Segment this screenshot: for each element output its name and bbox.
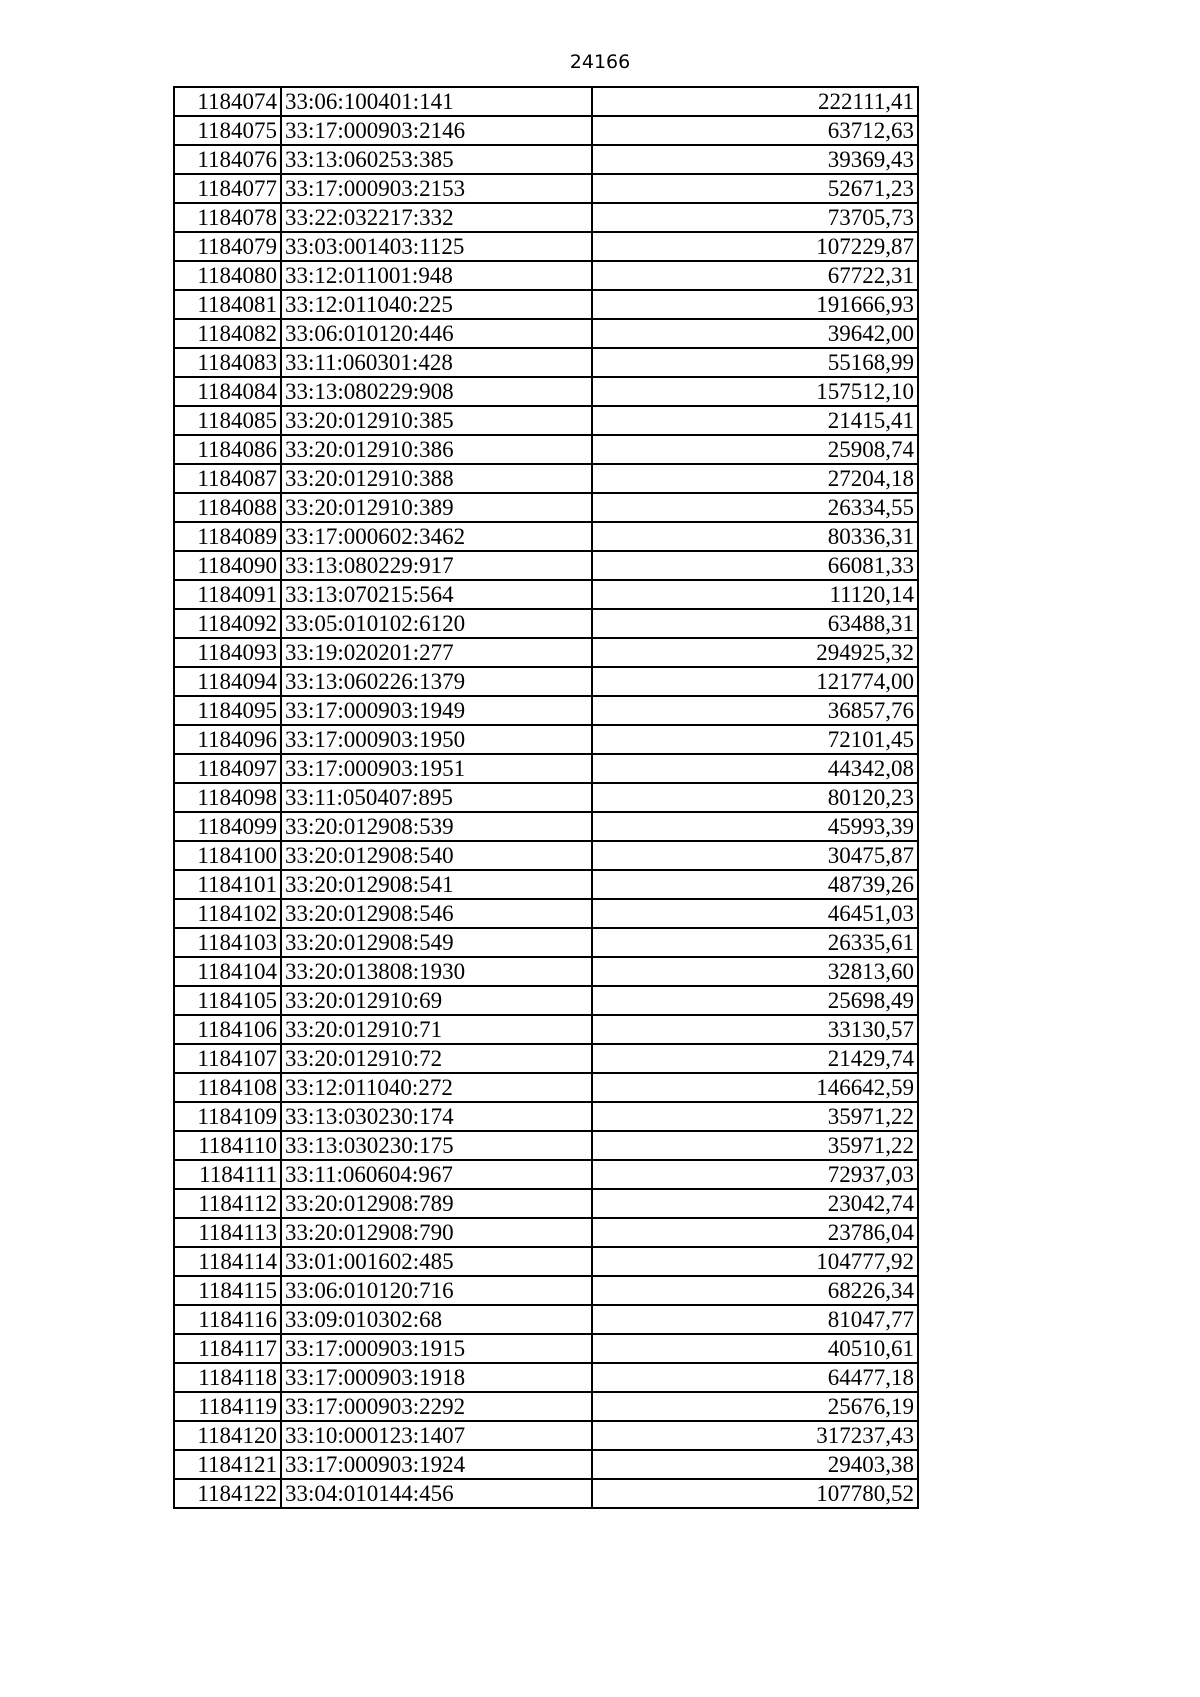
row-id-cell: 1184111 bbox=[174, 1160, 281, 1189]
row-id-cell: 1184119 bbox=[174, 1392, 281, 1421]
cadastral-number-cell: 33:06:010120:716 bbox=[281, 1276, 592, 1305]
row-id-cell: 1184079 bbox=[174, 232, 281, 261]
row-id-cell: 1184095 bbox=[174, 696, 281, 725]
row-id-cell: 1184105 bbox=[174, 986, 281, 1015]
table-row bbox=[174, 609, 918, 638]
table-row bbox=[174, 899, 918, 928]
table-row bbox=[174, 174, 918, 203]
row-id-cell: 1184121 bbox=[174, 1450, 281, 1479]
table-row bbox=[174, 1305, 918, 1334]
cadastral-number-cell: 33:17:000903:1915 bbox=[281, 1334, 592, 1363]
value-cell: 55168,99 bbox=[592, 348, 918, 377]
row-id-cell: 1184104 bbox=[174, 957, 281, 986]
value-cell: 46451,03 bbox=[592, 899, 918, 928]
table-row bbox=[174, 87, 918, 116]
cadastral-number-cell: 33:13:060253:385 bbox=[281, 145, 592, 174]
cadastral-number-cell: 33:20:012910:71 bbox=[281, 1015, 592, 1044]
row-id-cell: 1184122 bbox=[174, 1479, 281, 1508]
value-cell: 81047,77 bbox=[592, 1305, 918, 1334]
cadastral-number-cell: 33:13:080229:908 bbox=[281, 377, 592, 406]
value-cell: 21429,74 bbox=[592, 1044, 918, 1073]
row-id-cell: 1184082 bbox=[174, 319, 281, 348]
cadastral-number-cell: 33:12:011040:272 bbox=[281, 1073, 592, 1102]
table-row bbox=[174, 1247, 918, 1276]
value-cell: 63712,63 bbox=[592, 116, 918, 145]
value-cell: 64477,18 bbox=[592, 1363, 918, 1392]
row-id-cell: 1184097 bbox=[174, 754, 281, 783]
table-row bbox=[174, 870, 918, 899]
table-row bbox=[174, 261, 918, 290]
table-row bbox=[174, 1073, 918, 1102]
row-id-cell: 1184117 bbox=[174, 1334, 281, 1363]
value-cell: 33130,57 bbox=[592, 1015, 918, 1044]
cadastral-number-cell: 33:12:011001:948 bbox=[281, 261, 592, 290]
cadastral-number-cell: 33:13:070215:564 bbox=[281, 580, 592, 609]
value-cell: 35971,22 bbox=[592, 1102, 918, 1131]
table-row bbox=[174, 957, 918, 986]
cadastral-number-cell: 33:20:013808:1930 bbox=[281, 957, 592, 986]
cadastral-number-cell: 33:20:012910:72 bbox=[281, 1044, 592, 1073]
cadastral-number-cell: 33:20:012910:385 bbox=[281, 406, 592, 435]
cadastral-number-cell: 33:20:012910:388 bbox=[281, 464, 592, 493]
value-cell: 317237,43 bbox=[592, 1421, 918, 1450]
table-row bbox=[174, 812, 918, 841]
table-row bbox=[174, 986, 918, 1015]
row-id-cell: 1184100 bbox=[174, 841, 281, 870]
table-row bbox=[174, 1131, 918, 1160]
table-row bbox=[174, 1189, 918, 1218]
row-id-cell: 1184089 bbox=[174, 522, 281, 551]
cadastral-number-cell: 33:13:030230:175 bbox=[281, 1131, 592, 1160]
value-cell: 36857,76 bbox=[592, 696, 918, 725]
table-row bbox=[174, 522, 918, 551]
value-cell: 157512,10 bbox=[592, 377, 918, 406]
row-id-cell: 1184118 bbox=[174, 1363, 281, 1392]
table-row bbox=[174, 232, 918, 261]
cadastral-number-cell: 33:22:032217:332 bbox=[281, 203, 592, 232]
table-row bbox=[174, 1218, 918, 1247]
value-cell: 11120,14 bbox=[592, 580, 918, 609]
row-id-cell: 1184112 bbox=[174, 1189, 281, 1218]
cadastral-number-cell: 33:11:050407:895 bbox=[281, 783, 592, 812]
cadastral-number-cell: 33:19:020201:277 bbox=[281, 638, 592, 667]
table-row bbox=[174, 1276, 918, 1305]
value-cell: 23786,04 bbox=[592, 1218, 918, 1247]
table-row bbox=[174, 841, 918, 870]
row-id-cell: 1184077 bbox=[174, 174, 281, 203]
row-id-cell: 1184107 bbox=[174, 1044, 281, 1073]
table-row bbox=[174, 551, 918, 580]
cadastral-number-cell: 33:17:000903:2153 bbox=[281, 174, 592, 203]
value-cell: 66081,33 bbox=[592, 551, 918, 580]
cadastral-number-cell: 33:20:012910:69 bbox=[281, 986, 592, 1015]
row-id-cell: 1184085 bbox=[174, 406, 281, 435]
value-cell: 294925,32 bbox=[592, 638, 918, 667]
value-cell: 32813,60 bbox=[592, 957, 918, 986]
table-row bbox=[174, 377, 918, 406]
cadastral-number-cell: 33:05:010102:6120 bbox=[281, 609, 592, 638]
value-cell: 26335,61 bbox=[592, 928, 918, 957]
value-cell: 23042,74 bbox=[592, 1189, 918, 1218]
value-cell: 25698,49 bbox=[592, 986, 918, 1015]
table-row bbox=[174, 116, 918, 145]
row-id-cell: 1184096 bbox=[174, 725, 281, 754]
value-cell: 48739,26 bbox=[592, 870, 918, 899]
table-row bbox=[174, 1363, 918, 1392]
table-row bbox=[174, 1044, 918, 1073]
row-id-cell: 1184094 bbox=[174, 667, 281, 696]
table-row bbox=[174, 1392, 918, 1421]
value-cell: 222111,41 bbox=[592, 87, 918, 116]
value-cell: 40510,61 bbox=[592, 1334, 918, 1363]
cadastral-number-cell: 33:17:000903:1924 bbox=[281, 1450, 592, 1479]
cadastral-number-cell: 33:03:001403:1125 bbox=[281, 232, 592, 261]
cadastral-number-cell: 33:09:010302:68 bbox=[281, 1305, 592, 1334]
table-body bbox=[174, 87, 918, 1508]
table-row bbox=[174, 493, 918, 522]
cadastral-number-cell: 33:17:000903:1949 bbox=[281, 696, 592, 725]
row-id-cell: 1184114 bbox=[174, 1247, 281, 1276]
table-row bbox=[174, 1102, 918, 1131]
cadastral-number-cell: 33:20:012908:790 bbox=[281, 1218, 592, 1247]
cadastral-number-cell: 33:17:000903:1918 bbox=[281, 1363, 592, 1392]
cadastral-number-cell: 33:17:000602:3462 bbox=[281, 522, 592, 551]
row-id-cell: 1184102 bbox=[174, 899, 281, 928]
cadastral-number-cell: 33:13:060226:1379 bbox=[281, 667, 592, 696]
table-row bbox=[174, 203, 918, 232]
value-cell: 104777,92 bbox=[592, 1247, 918, 1276]
row-id-cell: 1184076 bbox=[174, 145, 281, 174]
table-row bbox=[174, 667, 918, 696]
table-row bbox=[174, 1015, 918, 1044]
table-row bbox=[174, 754, 918, 783]
cadastral-number-cell: 33:04:010144:456 bbox=[281, 1479, 592, 1508]
value-cell: 25676,19 bbox=[592, 1392, 918, 1421]
table-row bbox=[174, 464, 918, 493]
row-id-cell: 1184081 bbox=[174, 290, 281, 319]
value-cell: 45993,39 bbox=[592, 812, 918, 841]
cadastral-number-cell: 33:10:000123:1407 bbox=[281, 1421, 592, 1450]
value-cell: 80120,23 bbox=[592, 783, 918, 812]
value-cell: 68226,34 bbox=[592, 1276, 918, 1305]
row-id-cell: 1184113 bbox=[174, 1218, 281, 1247]
value-cell: 25908,74 bbox=[592, 435, 918, 464]
value-cell: 21415,41 bbox=[592, 406, 918, 435]
row-id-cell: 1184075 bbox=[174, 116, 281, 145]
value-cell: 121774,00 bbox=[592, 667, 918, 696]
row-id-cell: 1184120 bbox=[174, 1421, 281, 1450]
cadastral-number-cell: 33:11:060301:428 bbox=[281, 348, 592, 377]
row-id-cell: 1184108 bbox=[174, 1073, 281, 1102]
table-row bbox=[174, 1334, 918, 1363]
value-cell: 52671,23 bbox=[592, 174, 918, 203]
cadastral-value-table bbox=[173, 86, 919, 1509]
value-cell: 80336,31 bbox=[592, 522, 918, 551]
value-cell: 191666,93 bbox=[592, 290, 918, 319]
row-id-cell: 1184084 bbox=[174, 377, 281, 406]
cadastral-number-cell: 33:12:011040:225 bbox=[281, 290, 592, 319]
row-id-cell: 1184086 bbox=[174, 435, 281, 464]
table-row bbox=[174, 435, 918, 464]
cadastral-number-cell: 33:20:012908:541 bbox=[281, 870, 592, 899]
row-id-cell: 1184116 bbox=[174, 1305, 281, 1334]
table-row bbox=[174, 783, 918, 812]
value-cell: 39642,00 bbox=[592, 319, 918, 348]
table-row bbox=[174, 725, 918, 754]
table-row bbox=[174, 290, 918, 319]
table-row bbox=[174, 348, 918, 377]
value-cell: 35971,22 bbox=[592, 1131, 918, 1160]
value-cell: 72937,03 bbox=[592, 1160, 918, 1189]
cadastral-number-cell: 33:20:012908:546 bbox=[281, 899, 592, 928]
table-row bbox=[174, 928, 918, 957]
table-row bbox=[174, 406, 918, 435]
cadastral-number-cell: 33:17:000903:2292 bbox=[281, 1392, 592, 1421]
cadastral-number-cell: 33:17:000903:1950 bbox=[281, 725, 592, 754]
row-id-cell: 1184083 bbox=[174, 348, 281, 377]
value-cell: 107780,52 bbox=[592, 1479, 918, 1508]
cadastral-number-cell: 33:20:012908:540 bbox=[281, 841, 592, 870]
table-row bbox=[174, 1421, 918, 1450]
cadastral-number-cell: 33:06:010120:446 bbox=[281, 319, 592, 348]
value-cell: 29403,38 bbox=[592, 1450, 918, 1479]
table-row bbox=[174, 580, 918, 609]
table-row bbox=[174, 1479, 918, 1508]
row-id-cell: 1184106 bbox=[174, 1015, 281, 1044]
table-row bbox=[174, 319, 918, 348]
cadastral-number-cell: 33:11:060604:967 bbox=[281, 1160, 592, 1189]
row-id-cell: 1184092 bbox=[174, 609, 281, 638]
cadastral-number-cell: 33:20:012910:386 bbox=[281, 435, 592, 464]
cadastral-number-cell: 33:13:030230:174 bbox=[281, 1102, 592, 1131]
row-id-cell: 1184088 bbox=[174, 493, 281, 522]
row-id-cell: 1184087 bbox=[174, 464, 281, 493]
value-cell: 67722,31 bbox=[592, 261, 918, 290]
value-cell: 30475,87 bbox=[592, 841, 918, 870]
row-id-cell: 1184074 bbox=[174, 87, 281, 116]
value-cell: 44342,08 bbox=[592, 754, 918, 783]
row-id-cell: 1184091 bbox=[174, 580, 281, 609]
value-cell: 73705,73 bbox=[592, 203, 918, 232]
row-id-cell: 1184098 bbox=[174, 783, 281, 812]
cadastral-number-cell: 33:20:012908:539 bbox=[281, 812, 592, 841]
table-row bbox=[174, 638, 918, 667]
cadastral-number-cell: 33:20:012908:549 bbox=[281, 928, 592, 957]
row-id-cell: 1184115 bbox=[174, 1276, 281, 1305]
row-id-cell: 1184093 bbox=[174, 638, 281, 667]
value-cell: 63488,31 bbox=[592, 609, 918, 638]
value-cell: 27204,18 bbox=[592, 464, 918, 493]
value-cell: 146642,59 bbox=[592, 1073, 918, 1102]
row-id-cell: 1184109 bbox=[174, 1102, 281, 1131]
cadastral-number-cell: 33:06:100401:141 bbox=[281, 87, 592, 116]
row-id-cell: 1184090 bbox=[174, 551, 281, 580]
cadastral-number-cell: 33:13:080229:917 bbox=[281, 551, 592, 580]
value-cell: 72101,45 bbox=[592, 725, 918, 754]
row-id-cell: 1184078 bbox=[174, 203, 281, 232]
row-id-cell: 1184099 bbox=[174, 812, 281, 841]
cadastral-number-cell: 33:01:001602:485 bbox=[281, 1247, 592, 1276]
value-cell: 107229,87 bbox=[592, 232, 918, 261]
table-row bbox=[174, 1450, 918, 1479]
row-id-cell: 1184101 bbox=[174, 870, 281, 899]
page-number: 24166 bbox=[569, 51, 631, 73]
table-row bbox=[174, 145, 918, 174]
cadastral-number-cell: 33:20:012908:789 bbox=[281, 1189, 592, 1218]
value-cell: 39369,43 bbox=[592, 145, 918, 174]
row-id-cell: 1184080 bbox=[174, 261, 281, 290]
cadastral-number-cell: 33:17:000903:1951 bbox=[281, 754, 592, 783]
value-cell: 26334,55 bbox=[592, 493, 918, 522]
table-row bbox=[174, 1160, 918, 1189]
row-id-cell: 1184103 bbox=[174, 928, 281, 957]
cadastral-number-cell: 33:17:000903:2146 bbox=[281, 116, 592, 145]
table-row bbox=[174, 696, 918, 725]
cadastral-number-cell: 33:20:012910:389 bbox=[281, 493, 592, 522]
row-id-cell: 1184110 bbox=[174, 1131, 281, 1160]
